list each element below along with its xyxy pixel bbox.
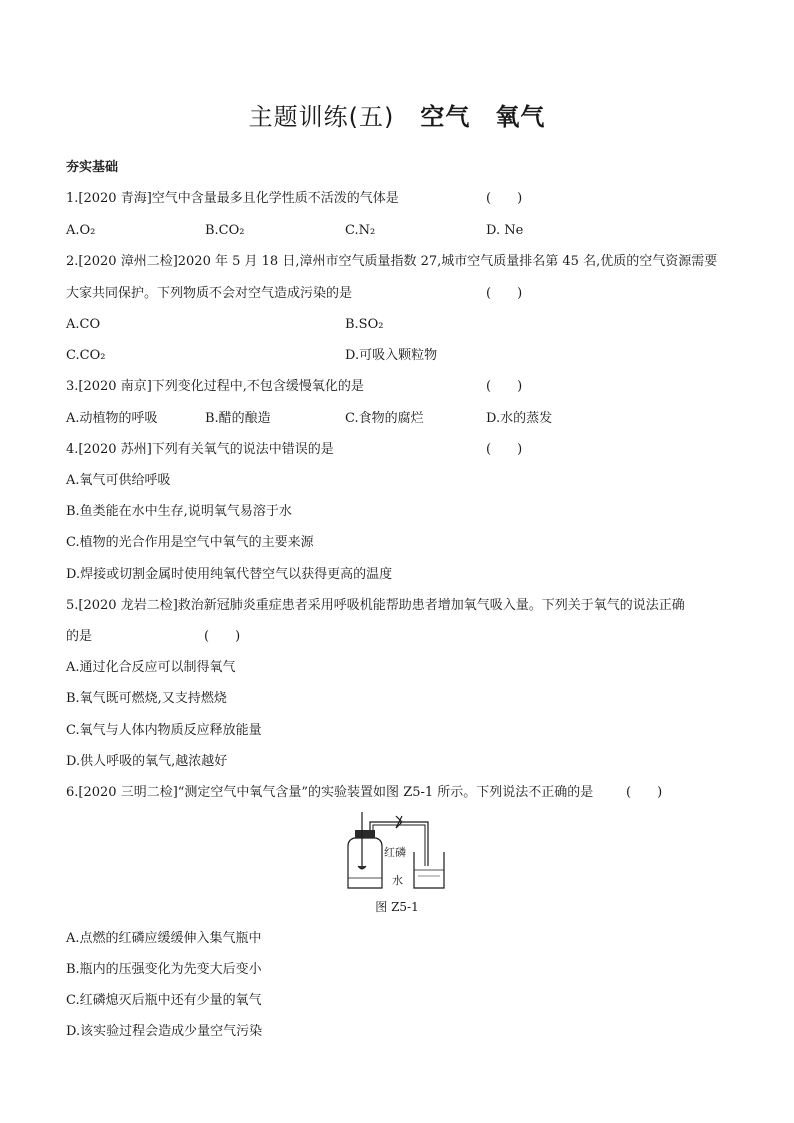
connecting-tube [370,822,428,866]
section-heading: 夯实基础 [66,160,119,175]
q3-option-b: B.醋的酿造 [205,411,271,426]
experiment-apparatus-figure [340,808,452,894]
label-water: 水 [392,874,403,887]
q3-option-a: A.动植物的呼吸 [66,411,158,426]
q2-option-d: D.可吸入颗粒物 [345,348,438,363]
q5-option-d: D.供人呼吸的氧气,越浓越好 [66,754,228,769]
q2-option-c: C.CO₂ [66,348,106,363]
q1-option-a: A.O₂ [66,223,96,238]
title-main: 主题训练(五) [248,103,395,131]
answer-blank-1: ( ) [486,191,523,206]
question-4-stem: 4.[2020 苏州]下列有关氧气的说法中错误的是 [66,442,334,457]
q4-option-a: A.氧气可供给呼吸 [66,473,171,488]
q1-option-b: B.CO₂ [205,223,245,238]
q1-option-d: D. Ne [486,223,524,238]
answer-blank-4: ( ) [486,442,523,457]
q4-option-c: C.植物的光合作用是空气中氧气的主要来源 [66,535,314,550]
q2-option-b: B.SO₂ [345,317,384,332]
question-2-stem-line1: 2.[2020 漳州二检]2020 年 5 月 18 日,漳州市空气质量指数 27,城市空气质量排名第 45 名,优质的空气资源需要 [66,254,718,269]
q4-option-d: D.焊接或切割金属时使用纯氧代替空气以获得更高的温度 [66,567,393,582]
q6-option-b: B.瓶内的压强变化为先变大后变小 [66,962,262,977]
answer-blank-2: ( ) [486,286,523,301]
q3-option-d: D.水的蒸发 [486,411,553,426]
question-5-stem-line1: 5.[2020 龙岩二检]救治新冠肺炎重症患者采用呼吸机能帮助患者增加氧气吸入量。下列关于氧气的说法正确 [66,598,685,613]
question-2-stem-line2: 大家共同保护。下列物质不会对空气造成污染的是 [66,286,353,301]
question-6-stem: 6.[2020 三明二检]“测定空气中氧气含量”的实验装置如图 Z5-1 所示。下列说法不正确的是 [66,785,594,800]
combustion-spoon [358,866,366,869]
rubber-stopper [355,830,375,838]
label-red-phosphorus: 红磷 [384,846,406,859]
q4-option-b: B.鱼类能在水中生存,说明氧气易溶于水 [66,504,292,519]
q6-option-c: C.红磷熄灭后瓶中还有少量的氧气 [66,993,262,1008]
question-3-stem: 3.[2020 南京]下列变化过程中,不包含缓慢氧化的是 [66,379,364,394]
answer-blank-5: ( ) [204,629,241,644]
q5-option-c: C.氧气与人体内物质反应释放能量 [66,723,262,738]
gas-bottle [348,838,382,888]
q5-option-b: B.氧气既可燃烧,又支持燃烧 [66,691,227,706]
q3-option-c: C.食物的腐烂 [345,411,424,426]
q1-option-c: C.N₂ [345,223,376,238]
question-1-stem: 1.[2020 青海]空气中含量最多且化学性质不活泼的气体是 [66,191,399,206]
answer-blank-3: ( ) [486,379,523,394]
title-sub: 空气 氧气 [420,103,546,131]
answer-blank-6: ( ) [626,785,663,800]
figure-caption: 图 Z5-1 [375,900,419,914]
q5-option-a: A.通过化合反应可以制得氧气 [66,660,236,675]
page-title [0,97,794,132]
q6-option-a: A.点燃的红磷应缓缓伸入集气瓶中 [66,931,262,946]
question-5-stem-line2: 的是 [66,629,93,644]
q6-option-d: D.该实验过程会造成少量空气污染 [66,1024,263,1039]
q2-option-a: A.CO [66,317,101,332]
